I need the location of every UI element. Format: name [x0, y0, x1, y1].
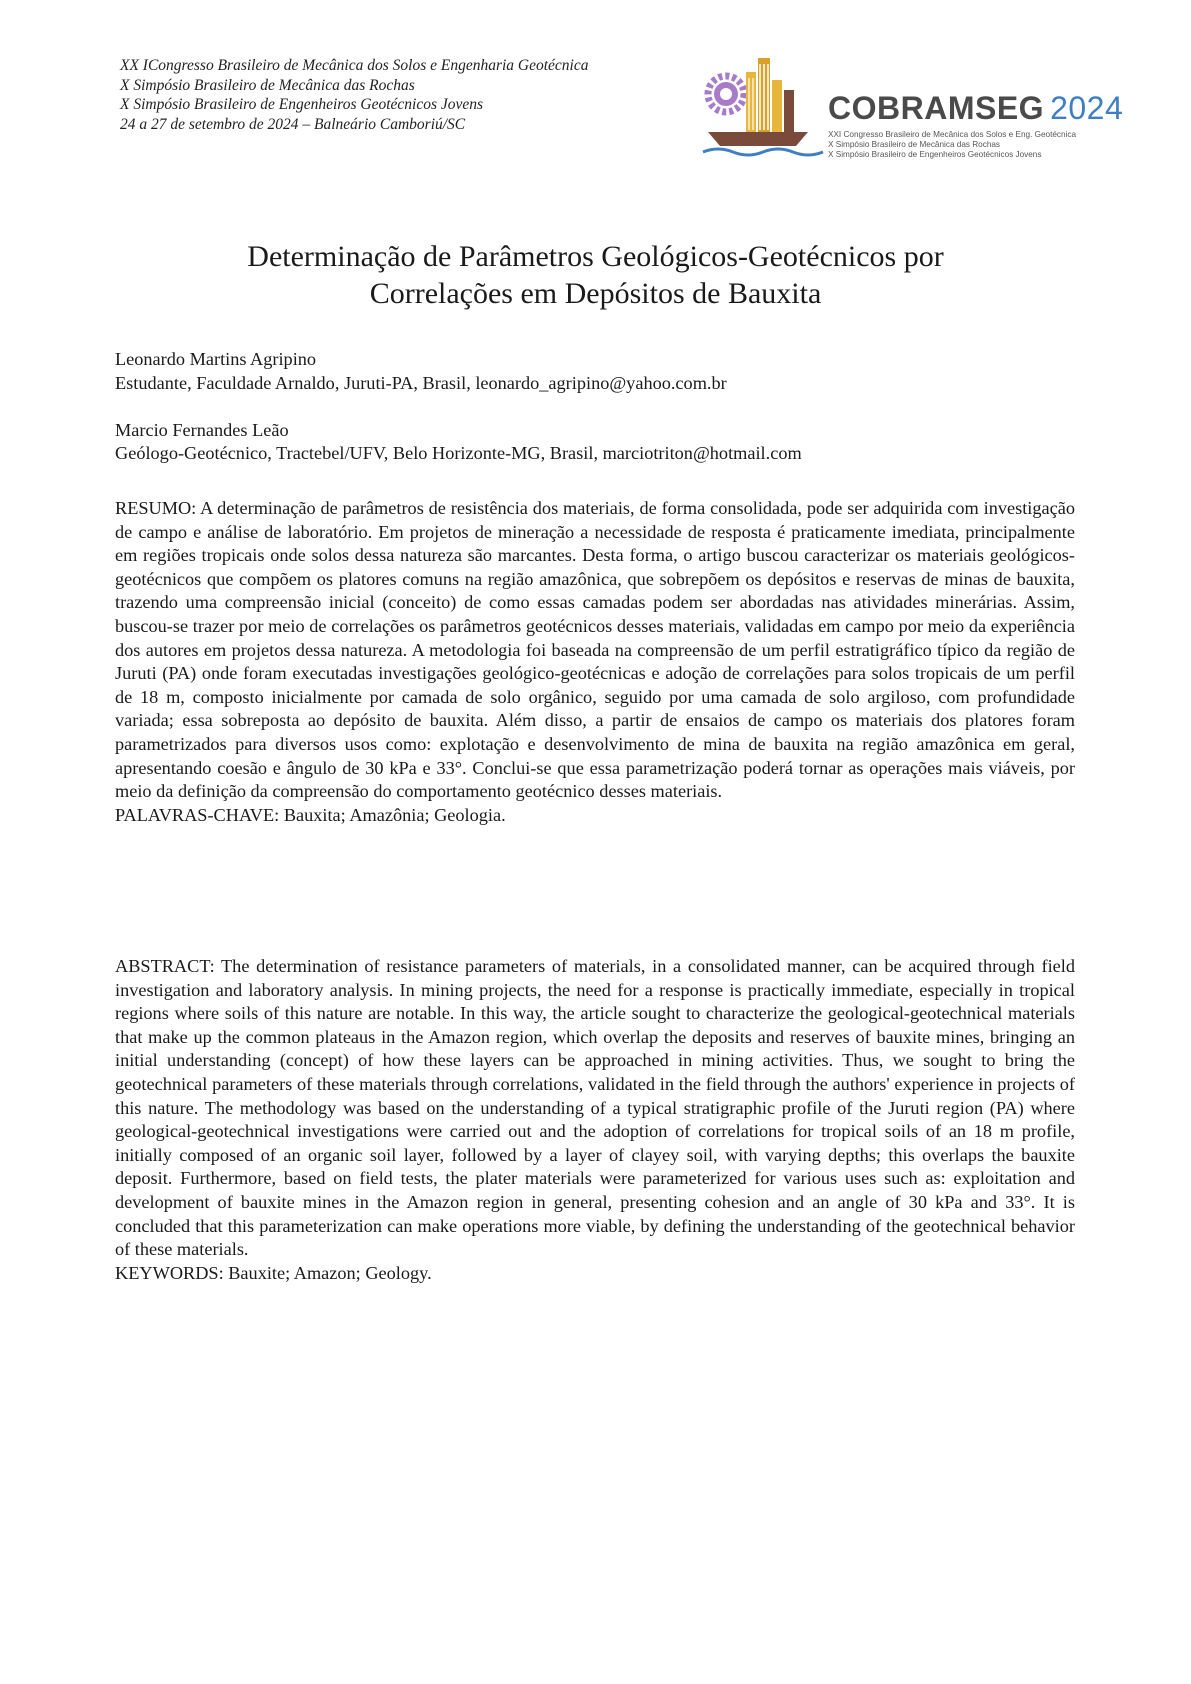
title-line: Determinação de Parâmetros Geológicos-Geotécnicos por: [247, 240, 944, 273]
cobramseg-logo: [698, 50, 1124, 170]
logo-sub-line: X Simpósio Brasileiro de Mecânica das Rochas: [828, 140, 1001, 150]
author-list: [115, 348, 802, 489]
author-entry: [115, 419, 802, 466]
author-affiliation: Estudante, Faculdade Arnaldo, Juruti-PA, Brasil, leonardo_agripino@yahoo.com.br: [115, 372, 727, 393]
logo-year: 2024: [1050, 90, 1124, 126]
author-name: Leonardo Martins Agripino: [115, 349, 317, 369]
logo-graphic-icon: [698, 50, 838, 160]
conference-header: [120, 56, 589, 134]
resumo-section: [115, 497, 1075, 827]
abstract-text: ABSTRACT: The determination of resistance parameters of materials, in a consolidated manner, can be acquired through field investigation and laboratory analysis. In mining projects, the need for a response is practically immediate, especially in tropical regions where soils of this nature are notable. In this way, the article sought to characterize the geological-geotechnical materials that make up the common plateaus in the Amazon region, which overlap the deposits and reserves of bauxite mines, bringing an initial understanding (concept) of how these layers can be approached in mining activities. Thus, we sought to bring the geotechnical parameters of these materials through correlations, validated in the field through the authors' experience in projects of this nature. The methodology was based on the understanding of a typical stratigraphic profile of the Juruti region (PA) where geological-geotechnical investigations were carried out and the adoption of correlations for tropical soils of an 18 m profile, initially composed of an organic soil layer, followed by a layer of clayey soil, with varying depths; this overlaps the bauxite deposit. Furthermore, based on field tests, the plater materials were parameterized for various uses such as: exploitation and development of bauxite mines in the Amazon region in general, presenting cohesion and an angle of 30 kPa and 33°. It is concluded that this parameterization can make operations more viable, by defining the understanding of the geotechnical behavior of these materials.: [115, 956, 1075, 1260]
author-entry: [115, 348, 802, 395]
logo-subtitle: [828, 130, 1076, 161]
header-line: 24 a 27 de setembro de 2024 – Balneário Camboriú/SC: [120, 115, 466, 133]
logo-sub-line: X Simpósio Brasileiro de Engenheiros Geotécnicos Jovens: [828, 150, 1042, 160]
author-affiliation: Geólogo-Geotécnico, Tractebel/UFV, Belo Horizonte-MG, Brasil, marciotriton@hotmail.com: [115, 443, 802, 463]
logo-name: COBRAMSEG: [828, 90, 1045, 126]
header-line: X Simpósio Brasileiro de Engenheiros Geotécnicos Jovens: [120, 96, 484, 113]
header-line: XX ICongresso Brasileiro de Mecânica dos Solos e Engenharia Geotécnica: [120, 57, 589, 74]
logo-sub-line: XXI Congresso Brasileiro de Mecânica dos Solos e Eng. Geotécnica: [828, 130, 1077, 139]
paper-title: [120, 238, 1071, 312]
abstract-keywords: KEYWORDS: Bauxite; Amazon; Geology.: [115, 1262, 432, 1283]
title-line: Correlações em Depósitos de Bauxita: [369, 277, 822, 310]
abstract-section: [115, 955, 1075, 1285]
resumo-text: RESUMO: A determinação de parâmetros de resistência dos materiais, de forma consolidada, pode ser adquirida com investigação de campo e análise de laboratório. Em projetos de mineração a necessidade de resposta é praticamente imediata, principalmente em regiões tropicais onde solos dessa natureza são marcantes. Desta forma, o artigo buscou caracterizar os materiais geológicos-geotécnicos que compõem os platores comuns na região amazônica, que sobrepõem os depósitos e reservas de minas de bauxita, trazendo uma compreensão inicial (conceito) de como essas camadas podem ser abordadas nas atividades minerárias. Assim, buscou-se trazer por meio de correlações os parâmetros geotécnicos desses materiais, validadas em campo por meio da experiência dos autores em projetos dessa natureza. A metodologia foi baseada na compreensão de um perfil estratigráfico típico da região de Juruti (PA) onde foram executadas investigações geológico-geotécnicas e adoção de correlações para solos tropicais de um perfil de 18 m, composto inicialmente por camada de solo orgânico, seguido por uma camada de solo argiloso, com profundidade variada; essa sobreposta ao depósito de bauxita. Além disso, a partir de ensaios de campo os materiais dos platores foram parametrizados para diversos usos como: explotação e desenvolvimento de mina de bauxita na região amazônica em geral, apresentando coesão e ângulo de 30 kPa e 33°. Conclui-se que essa parametrização poderá tornar as operações mais viáveis, por meio da definição da compreensão do comportamento geotécnico desses materiais.: [115, 498, 1075, 802]
author-name: Marcio Fernandes Leão: [115, 419, 289, 440]
header-line: X Simpósio Brasileiro de Mecânica das Rochas: [120, 76, 415, 94]
resumo-keywords: PALAVRAS-CHAVE: Bauxita; Amazônia; Geologia.: [115, 804, 506, 825]
